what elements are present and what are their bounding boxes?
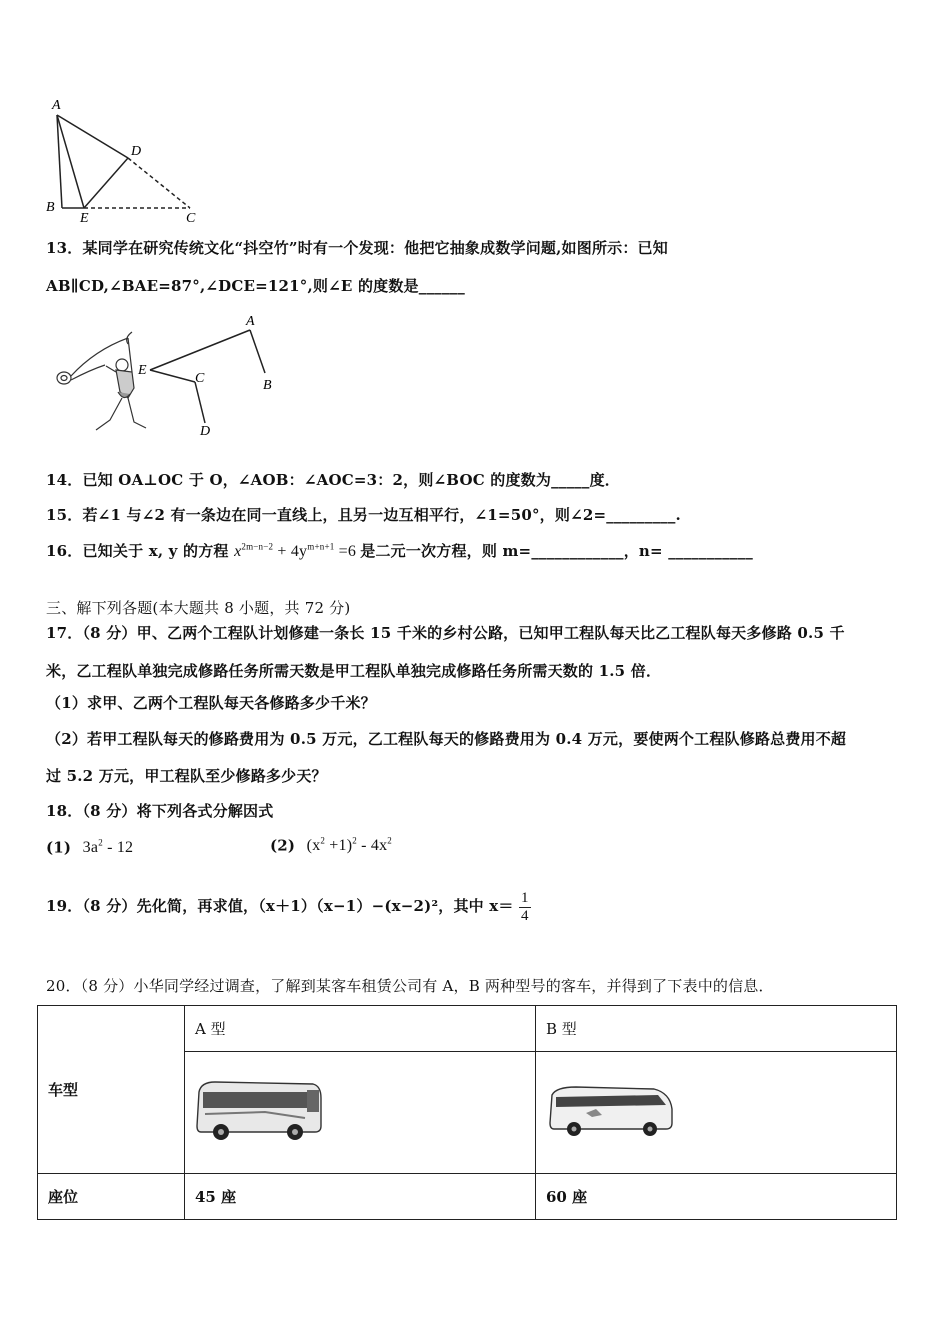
segment-cd xyxy=(195,382,205,423)
label-d: D xyxy=(200,424,211,439)
seats-b: 60 座 xyxy=(536,1174,897,1220)
label-c: C xyxy=(195,371,205,386)
segment-dc-dashed xyxy=(128,158,190,208)
q14-text: 14．已知 OA⊥OC 于 O，∠AOB：∠AOC=3：2，则∠BOC 的度数为_____度． xyxy=(46,471,620,489)
q17-part2b: 过 5.2 万元，甲工程队至少修路多少天？ xyxy=(46,767,327,785)
q13-line2: AB∥CD,∠BAE=87°,∠DCE=121°,则∠E 的度数是______ xyxy=(46,277,465,295)
label-d: D xyxy=(131,144,142,159)
diabolo-player-illustration xyxy=(57,332,146,430)
q15-text: 15．若∠1 与∠2 有一条边在同一直线上，且另一边互相平行，∠1=50°，则∠2=_________. xyxy=(46,506,681,524)
label-b: B xyxy=(46,200,55,215)
q17-part1: （1）求甲、乙两个工程队每天各修路多少千米？ xyxy=(46,694,376,712)
bus-info-table xyxy=(37,1005,897,1220)
label-c: C xyxy=(186,211,196,225)
row-label-type: 车型 xyxy=(38,1006,185,1174)
q20-text: 20．（8 分）小华同学经过调查，了解到某客车租赁公司有 A，B 两种型号的客车，并得到了下表中的信息． xyxy=(46,977,774,995)
q19-fraction: $\frac{1}{4}$ xyxy=(521,890,529,924)
q18-part1: (1) $3a^2 - 12$ xyxy=(46,838,134,857)
diabolo-figure xyxy=(50,310,290,445)
seats-a: 45 座 xyxy=(185,1174,536,1220)
label-e: E xyxy=(138,363,147,378)
section-3-title: 三、解下列各题(本大题共 8 小题，共 72 分) xyxy=(46,599,351,617)
label-a: A xyxy=(246,314,255,329)
q16-prefix: 16．已知关于 x, y 的方程 xyxy=(46,542,229,560)
header-type-a: A 型 xyxy=(185,1006,536,1052)
label-a: A xyxy=(52,98,61,113)
q16-equation: $x^{2m-n-2} + 4y^{m+n+1} =6$ xyxy=(234,541,357,560)
q17-line2: 米，乙工程队单独完成修路任务所需天数是甲工程队单独完成修路任务所需天数的 1.5 倍． xyxy=(46,662,662,680)
q16-suffix: 是二元一次方程，则 m=____________，n= ___________ xyxy=(360,542,753,560)
q17-line1: 17．（8 分）甲、乙两个工程队计划修建一条长 15 千米的乡村公路，已知甲工程队每天比乙工程队每天多修路 0.5 千 xyxy=(46,624,845,642)
triangle-figure xyxy=(40,95,210,225)
bus-b-image xyxy=(546,1083,676,1138)
bus-b-image-cell xyxy=(536,1052,897,1174)
label-b: B xyxy=(263,378,272,393)
bus-a-image-cell xyxy=(185,1052,536,1174)
label-e: E xyxy=(80,211,89,225)
q13-line1: 13．某同学在研究传统文化“抖空竹”时有一个发现：他把它抽象成数学问题,如图所示：已知 xyxy=(46,239,668,257)
q16-text xyxy=(46,540,753,561)
q19-text: 19．（8 分）先化简，再求值，（x＋1）（x−1）−(x−2)²，其中 x＝ $\frac{1}{4}$ xyxy=(46,890,529,924)
bus-a-image xyxy=(195,1078,325,1143)
segment-ed xyxy=(84,158,128,208)
q18-title: 18．（8 分）将下列各式分解因式 xyxy=(46,802,274,820)
segment-ec xyxy=(150,370,195,382)
segment-ab xyxy=(250,330,265,373)
segment-ea xyxy=(150,330,250,370)
q17-part2a: （2）若甲工程队每天的修路费用为 0.5 万元，乙工程队每天的修路费用为 0.4 万元，要使两个工程队修路总费用不超 xyxy=(46,730,847,748)
q18-part2: (2) $(x^2 +1)^2 - 4x^2$ xyxy=(270,836,392,855)
header-type-b: B 型 xyxy=(536,1006,897,1052)
row-label-seats: 座位 xyxy=(38,1174,185,1220)
